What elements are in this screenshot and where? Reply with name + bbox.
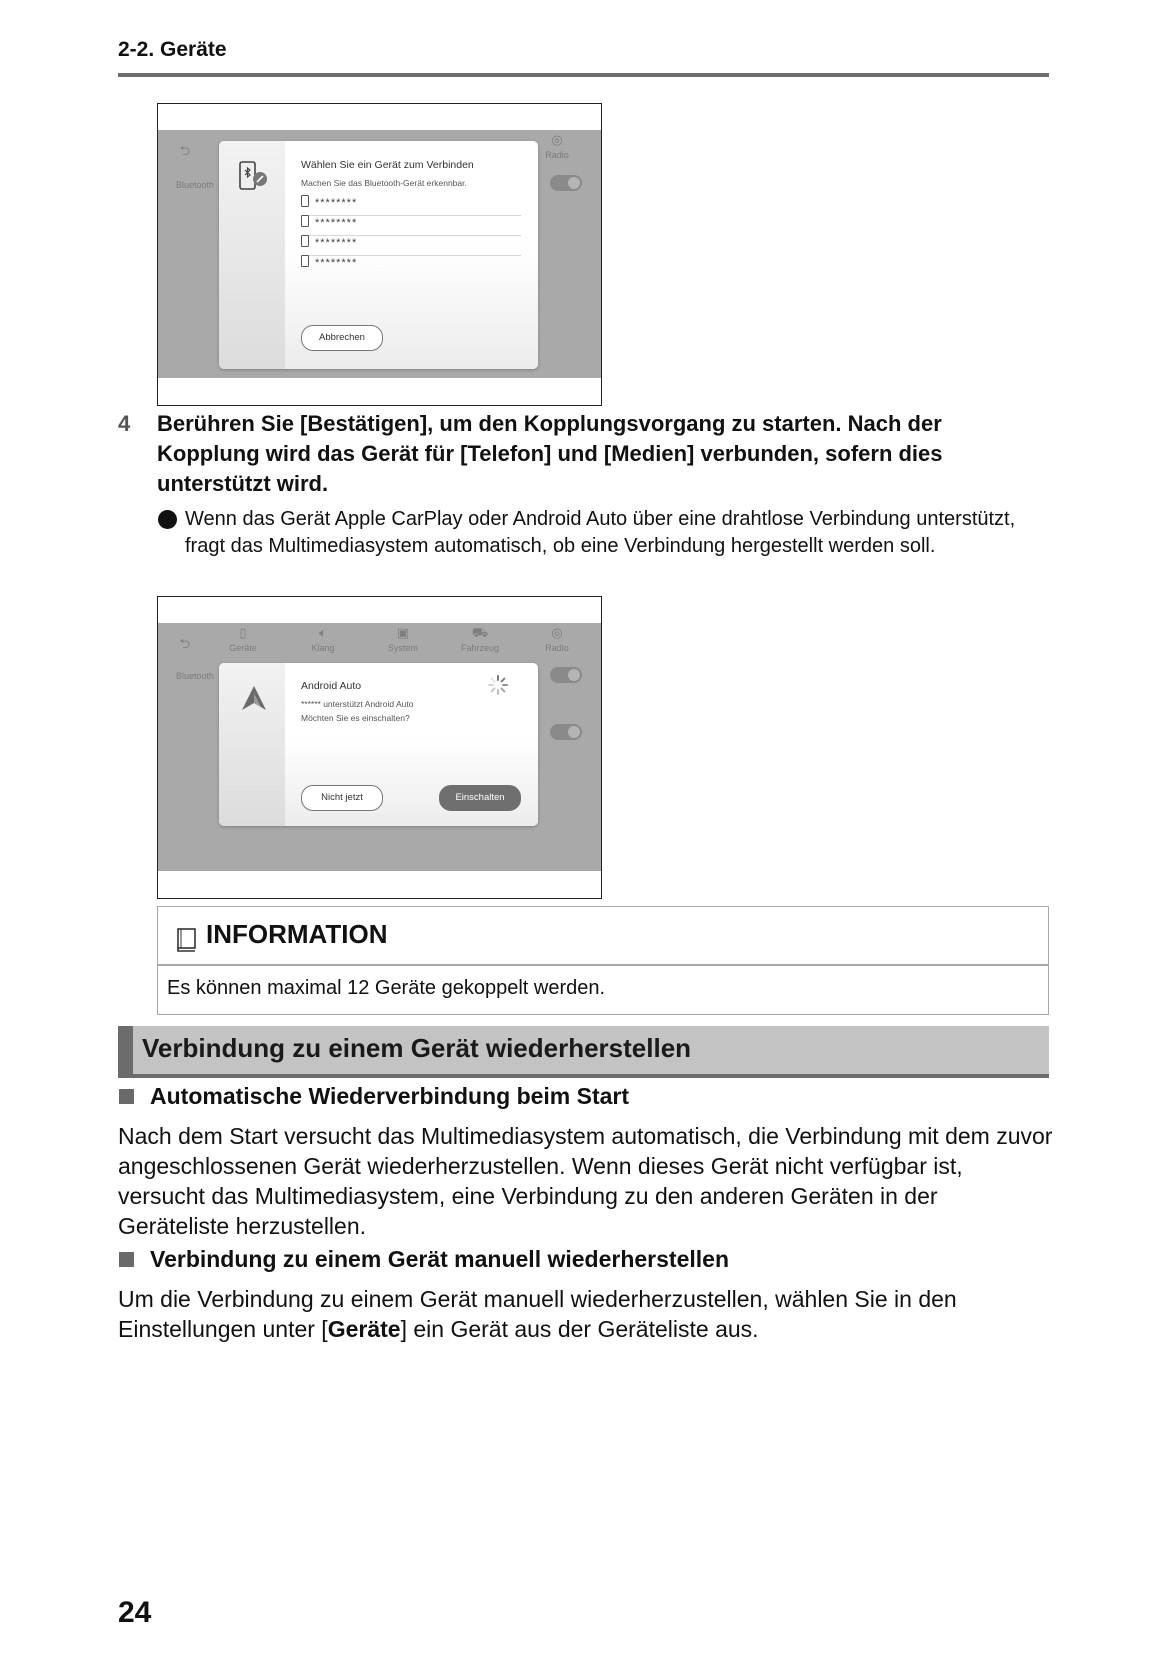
screenshot-device-selection xyxy=(157,103,602,406)
phone-icon xyxy=(301,215,309,227)
step-number: 4 xyxy=(118,411,131,436)
square-bullet-icon xyxy=(119,1252,134,1267)
car-icon: ⛟ xyxy=(471,625,489,640)
devices-icon: ▯ xyxy=(239,625,247,640)
system-icon: ▣ xyxy=(396,625,410,640)
ghost-left-label: Bluetooth xyxy=(176,671,215,681)
device-selection-dialog xyxy=(219,141,538,369)
not-now-button[interactable]: Nicht jetzt xyxy=(301,785,383,811)
paragraph-manual-reconnect xyxy=(118,1284,1053,1344)
screenshot-android-auto xyxy=(157,596,602,899)
page-number: 24 xyxy=(118,1596,152,1629)
bullet-icon xyxy=(158,510,177,529)
dialog-message-line2: Möchten Sie es einschalten? xyxy=(301,713,410,723)
ghost-toggle xyxy=(550,667,582,683)
device-name: ******** xyxy=(315,257,358,269)
nav-label: Radio xyxy=(545,643,569,653)
dialog-subtitle: Machen Sie das Bluetooth-Gerät erkennbar. xyxy=(301,178,467,188)
ghost-toggle xyxy=(550,175,582,191)
bullet-note: Wenn das Gerät Apple CarPlay oder Android Auto über eine drahtlose Verbindung unterstützt, fragt das Multimediasystem automatisch, ob eine Verbindung hergestellt werden soll. xyxy=(185,508,1016,557)
dialog-title: Wählen Sie ein Gerät zum Verbinden xyxy=(301,159,474,171)
nav-label: Geräte xyxy=(229,643,257,653)
subheading-manual-reconnect: Verbindung zu einem Gerät manuell wiederherstellen xyxy=(150,1246,729,1272)
section-heading-bar xyxy=(118,1026,1049,1078)
paragraph-auto-reconnect: Nach dem Start versucht das Multimediasystem automatisch, die Verbindung mit dem zuvor angeschlossenen Gerät wiederherzustellen. Wenn dieses Gerät nicht verfügbar ist, versucht das Multimediasystem, eine Verbindung zu den anderen Geräten in der Geräteliste herzustellen. xyxy=(118,1123,1053,1239)
device-name: ******** xyxy=(315,197,358,209)
dialog-sidebar xyxy=(219,663,285,826)
radio-icon: ◎ xyxy=(551,625,563,640)
paragraph-text: ] ein Gerät aus der Geräteliste aus. xyxy=(400,1316,759,1342)
information-text: Es können maximal 12 Geräte gekoppelt werden. xyxy=(167,977,606,999)
information-divider xyxy=(158,964,1048,966)
section-header: 2-2. Geräte xyxy=(118,38,227,61)
ghost-left-label: Bluetooth xyxy=(176,180,215,190)
ghost-toggle xyxy=(550,724,582,740)
back-icon: ⮌ xyxy=(179,636,191,651)
information-box xyxy=(157,906,1049,1015)
paragraph-text: Um die Verbindung zu einem Gerät manuell wiederherzustellen, wählen Sie in den Einstellungen unter [ xyxy=(118,1286,957,1342)
nav-label: Klang xyxy=(311,643,335,653)
header-divider xyxy=(118,73,1049,77)
back-icon: ⮌ xyxy=(179,143,191,158)
radio-icon: ◎ xyxy=(551,132,563,147)
ghost-radio-label: Radio xyxy=(545,150,569,160)
bluetooth-phone-icon xyxy=(236,159,272,195)
book-icon xyxy=(176,927,198,953)
android-auto-dialog xyxy=(219,663,538,826)
step-instruction: Berühren Sie [Bestätigen], um den Kopplungsvorgang zu starten. Nach der Kopplung wird das Gerät für [Telefon] und [Medien] verbunden, sofern dies unterstützt wird. xyxy=(157,411,943,496)
phone-icon xyxy=(301,255,309,267)
speaker-icon: 🔈︎ xyxy=(319,625,327,640)
dialog-sidebar xyxy=(219,141,285,369)
cancel-button[interactable]: Abbrechen xyxy=(301,325,383,351)
device-row[interactable] xyxy=(301,235,521,256)
section-title: Verbindung zu einem Gerät wiederherstellen xyxy=(142,1033,692,1063)
phone-icon xyxy=(301,195,309,207)
phone-icon xyxy=(301,235,309,247)
information-heading: INFORMATION xyxy=(206,919,388,949)
nav-label: System xyxy=(387,643,418,653)
device-row[interactable] xyxy=(301,255,521,275)
menu-reference-devices: Geräte xyxy=(327,1316,401,1342)
dialog-title: Android Auto xyxy=(301,680,362,692)
device-name: ******** xyxy=(315,237,358,249)
device-name: ******** xyxy=(315,217,358,229)
device-row[interactable] xyxy=(301,215,521,236)
device-row[interactable] xyxy=(301,195,521,216)
loading-spinner-icon xyxy=(487,674,509,696)
nav-label: Fahrzeug xyxy=(460,643,500,653)
subheading-auto-reconnect: Automatische Wiederverbindung beim Start xyxy=(150,1083,630,1109)
square-bullet-icon xyxy=(119,1089,134,1104)
android-auto-icon xyxy=(239,683,269,713)
dialog-message-line1: ****** unterstützt Android Auto xyxy=(301,699,414,709)
section-accent xyxy=(118,1026,133,1074)
enable-button[interactable]: Einschalten xyxy=(439,785,521,811)
